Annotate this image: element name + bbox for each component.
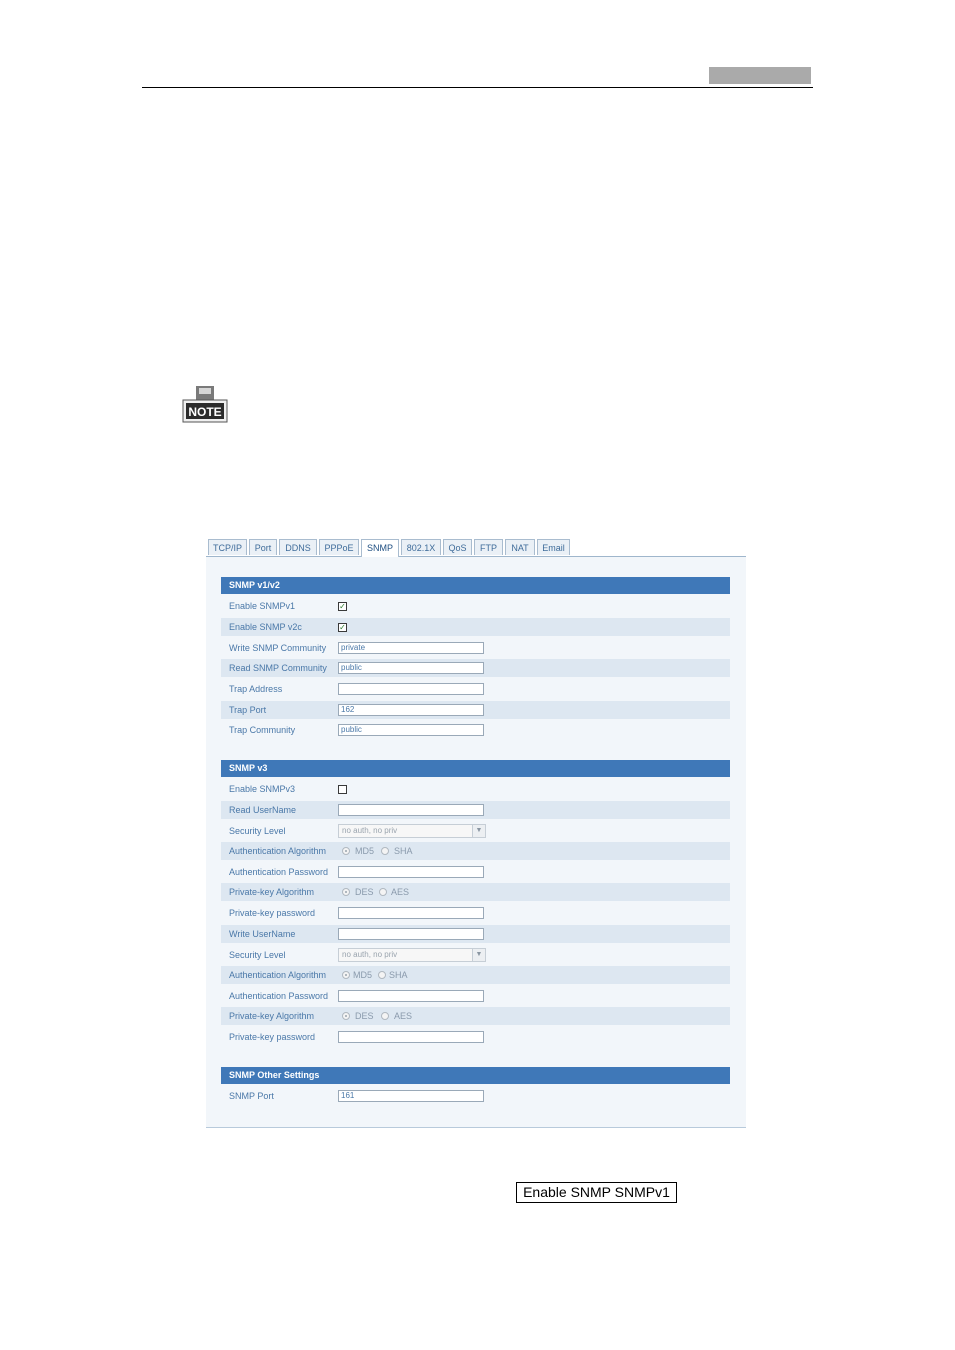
enable-snmpv3-checkbox[interactable] bbox=[338, 785, 347, 794]
enable-snmpv2c-label: Enable SNMP v2c bbox=[229, 622, 302, 632]
priv-des-write-label: DES bbox=[355, 1011, 374, 1021]
tab-nat[interactable]: NAT bbox=[505, 539, 535, 555]
tab-tcpip[interactable]: TCP/IP bbox=[208, 539, 247, 555]
tab-snmp[interactable]: SNMP bbox=[361, 539, 399, 557]
read-community-label: Read SNMP Community bbox=[229, 663, 327, 673]
row-snmp-port bbox=[221, 1087, 730, 1105]
privkey-password-read-label: Private-key password bbox=[229, 908, 316, 918]
security-level-read-select[interactable] bbox=[338, 824, 486, 838]
privkey-algorithm-write-label: Private-key Algorithm bbox=[229, 1011, 315, 1021]
auth-sha-read-label: SHA bbox=[394, 846, 413, 856]
security-level-write-select[interactable] bbox=[338, 948, 486, 962]
read-username-input[interactable] bbox=[338, 804, 484, 816]
auth-password-write-label: Authentication Password bbox=[229, 991, 329, 1001]
row-auth-password-write bbox=[221, 987, 730, 1005]
tab-bar bbox=[206, 537, 746, 557]
auth-md5-write-label: MD5 bbox=[353, 970, 373, 980]
snmp-port-label: SNMP Port bbox=[229, 1091, 274, 1101]
row-privkey-algorithm-read bbox=[221, 883, 730, 901]
security-level-write-label: Security Level bbox=[229, 950, 286, 960]
enable-snmpv1-checkbox[interactable]: ✓ bbox=[339, 602, 346, 611]
write-community-label: Write SNMP Community bbox=[229, 643, 327, 653]
tab-port[interactable]: Port bbox=[249, 539, 277, 555]
privkey-password-read-input[interactable] bbox=[338, 907, 484, 919]
tab-ftp[interactable]: FTP bbox=[474, 539, 503, 555]
auth-md5-write-radio[interactable] bbox=[342, 971, 350, 979]
section-snmp-v3: SNMP v3 bbox=[221, 760, 730, 777]
header-rule bbox=[142, 87, 813, 88]
tab-ddns[interactable]: DDNS bbox=[279, 539, 317, 555]
trap-port-input[interactable]: 162 bbox=[338, 704, 484, 716]
priv-aes-write-label: AES bbox=[394, 1011, 413, 1021]
read-community-input[interactable]: public bbox=[338, 662, 484, 674]
section-snmp-v1v2: SNMP v1/v2 bbox=[221, 577, 730, 594]
row-auth-password-read bbox=[221, 863, 730, 881]
note-icon bbox=[182, 386, 228, 424]
tab-pppoe[interactable]: PPPoE bbox=[319, 539, 359, 555]
security-level-read-label: Security Level bbox=[229, 826, 286, 836]
security-level-write-value: no auth, no priv bbox=[342, 950, 398, 959]
privkey-algorithm-read-label: Private-key Algorithm bbox=[229, 887, 315, 897]
auth-md5-read-label: MD5 bbox=[355, 846, 375, 856]
write-username-input[interactable] bbox=[338, 928, 484, 940]
privkey-password-write-label: Private-key password bbox=[229, 1032, 316, 1042]
auth-algorithm-read-label: Authentication Algorithm bbox=[229, 846, 327, 856]
note-icon-label: NOTE bbox=[188, 405, 222, 419]
row-enable-snmpv3 bbox=[221, 780, 730, 798]
trap-address-label: Trap Address bbox=[229, 684, 283, 694]
tab-email[interactable]: Email bbox=[537, 539, 570, 555]
enable-snmp-callout: Enable SNMP SNMPv1 bbox=[516, 1182, 677, 1203]
row-enable-snmpv1 bbox=[221, 597, 730, 615]
auth-password-read-input[interactable] bbox=[338, 866, 484, 878]
row-auth-algorithm-read bbox=[221, 842, 730, 860]
auth-sha-write-label: SHA bbox=[389, 970, 408, 980]
row-trap-port bbox=[221, 701, 730, 719]
priv-des-read-radio[interactable] bbox=[342, 888, 350, 896]
enable-snmpv3-label: Enable SNMPv3 bbox=[229, 784, 296, 794]
priv-aes-write-radio[interactable] bbox=[381, 1012, 389, 1020]
row-privkey-password-write bbox=[221, 1028, 730, 1046]
priv-des-write-radio[interactable] bbox=[342, 1012, 350, 1020]
row-privkey-algorithm-write bbox=[221, 1007, 730, 1025]
auth-md5-read-radio[interactable] bbox=[342, 847, 350, 855]
row-read-username bbox=[221, 801, 730, 819]
enable-snmpv2c-checkbox[interactable]: ✓ bbox=[339, 623, 346, 632]
row-write-community bbox=[221, 639, 730, 657]
auth-sha-write-radio[interactable] bbox=[378, 971, 386, 979]
row-privkey-password-read bbox=[221, 904, 730, 922]
chevron-down-icon: ▼ bbox=[472, 825, 485, 837]
trap-address-input[interactable] bbox=[338, 683, 484, 695]
section-snmp-other: SNMP Other Settings bbox=[221, 1067, 730, 1084]
priv-aes-read-radio[interactable] bbox=[379, 888, 387, 896]
trap-community-label: Trap Community bbox=[229, 725, 296, 735]
auth-algorithm-write-label: Authentication Algorithm bbox=[229, 970, 327, 980]
snmp-port-input[interactable]: 161 bbox=[338, 1090, 484, 1102]
auth-password-read-label: Authentication Password bbox=[229, 867, 329, 877]
row-security-level-write bbox=[221, 946, 730, 964]
privkey-password-write-input[interactable] bbox=[338, 1031, 484, 1043]
write-community-input[interactable]: private bbox=[338, 642, 484, 654]
row-read-community bbox=[221, 659, 730, 677]
trap-community-input[interactable]: public bbox=[338, 724, 484, 736]
read-username-label: Read UserName bbox=[229, 805, 297, 815]
row-write-username bbox=[221, 925, 730, 943]
row-security-level-read bbox=[221, 822, 730, 840]
row-trap-address bbox=[221, 680, 730, 698]
priv-aes-read-label: AES bbox=[391, 887, 410, 897]
row-auth-algorithm-write bbox=[221, 966, 730, 984]
trap-port-label: Trap Port bbox=[229, 705, 267, 715]
snmp-settings-panel bbox=[206, 537, 746, 1128]
security-level-read-value: no auth, no priv bbox=[342, 826, 398, 835]
row-enable-snmpv2c bbox=[221, 618, 730, 636]
tab-8021x[interactable]: 802.1X bbox=[401, 539, 441, 555]
auth-password-write-input[interactable] bbox=[338, 990, 484, 1002]
tab-qos[interactable]: QoS bbox=[443, 539, 472, 555]
enable-snmpv1-label: Enable SNMPv1 bbox=[229, 601, 296, 611]
row-trap-community bbox=[221, 721, 730, 739]
auth-sha-read-radio[interactable] bbox=[381, 847, 389, 855]
write-username-label: Write UserName bbox=[229, 929, 296, 939]
priv-des-read-label: DES bbox=[355, 887, 374, 897]
header-gray-box bbox=[709, 67, 811, 84]
chevron-down-icon: ▼ bbox=[472, 949, 485, 961]
